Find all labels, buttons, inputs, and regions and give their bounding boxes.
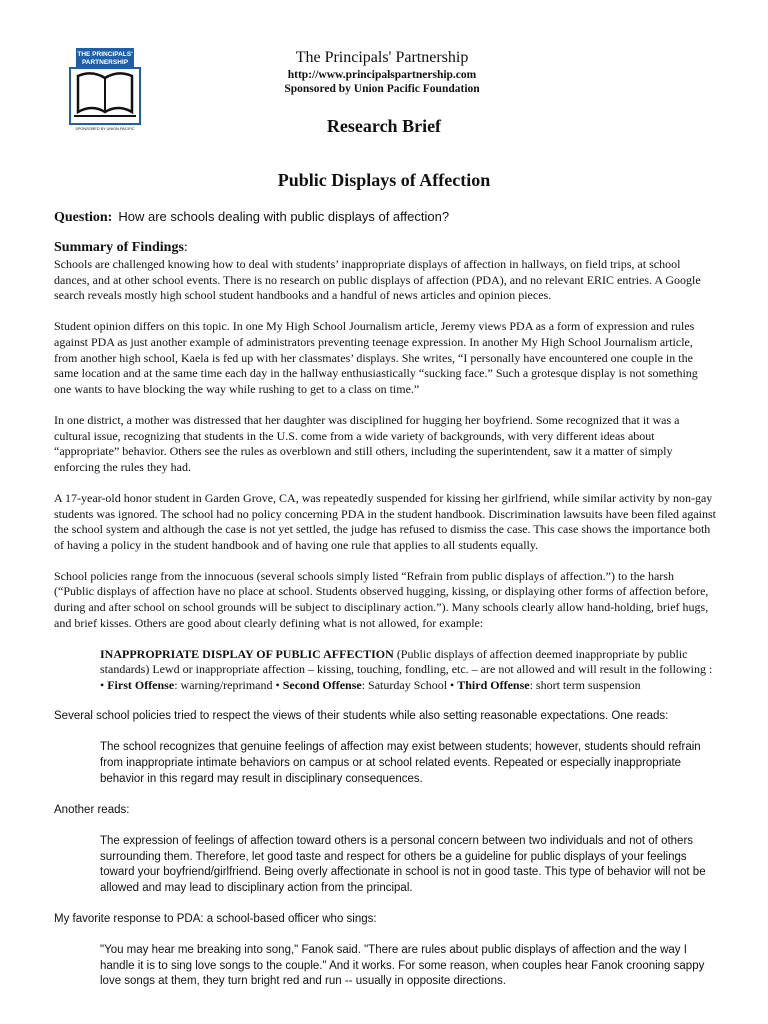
second-offense-text: : Saturday School •: [361, 678, 458, 693]
quote-genuine-feelings: The school recognizes that genuine feelings of affection may exist between students; however, students should refrain from inappropriate intimate behaviors on campus or at school related events. Repeated or especially inappropriate behavior in this regard may result in disciplinary consequences.: [100, 741, 701, 785]
logo-line2: PARTNERSHIP: [81, 59, 129, 66]
third-offense-text: : short term suspension: [529, 678, 641, 693]
summary-heading: [54, 240, 188, 256]
question-line: [54, 209, 449, 226]
policy-title: INAPPROPRIATE DISPLAY OF PUBLIC AFFECTION: [100, 646, 394, 661]
org-url[interactable]: http://www.principalspartnership.com: [287, 69, 477, 81]
paragraph-honor-student: A 17-year-old honor student in Garden Grove, CA, was repeatedly suspended for kissing her girlfriend, while similar activity by non-gay students was ignored. The school had no policy concerning PDA in the student handbook. Discrimination lawsuits have been filed against the school system and although the case is not yet settled, the judge has refused to dismiss the case. This case shows the importance both of having a policy in the student handbook and of having one rule that applies to all students equally.: [54, 490, 716, 552]
paragraph-intro: Schools are challenged knowing how to deal with students’ inappropriate displays of affection in hallways, on field trips, at school dances, and at other school events. There is no research on public displays of affection (PDA), and no relevant ERIC entries. A Google search reveals mostly high school student handbooks and a handful of news articles and opinion pieces.: [54, 257, 701, 303]
logo-sponsored: SPONSORED BY UNION PACIFIC: [75, 127, 135, 131]
policy-text: (Public displays of affection deemed inappropriate by public standards) Lewd or inappropriate affection – kissing, touching, fondling, etc. – are not allowed and will result in the following : •: [100, 646, 713, 693]
paragraph-favorite-response: My favorite response to PDA: a school-based officer who sings:: [54, 912, 377, 925]
policy-quote: [54, 647, 716, 694]
quote-fanok: "You may hear me breaking into song," Fanok said. "There are rules about public displays of affection and the way I handle it is to sing love songs to the couple." And it works. For some reason, when couples hear Fanok crooning sappy love songs at them, they turn bright red and run -- usually in opposite directions.: [100, 944, 705, 988]
first-offense-text: : warning/reprimand •: [174, 678, 283, 693]
org-name: The Principals' Partnership: [295, 49, 469, 66]
logo-line1: THE PRINCIPALS': [77, 51, 133, 58]
second-offense-label: Second Offense: [282, 678, 362, 693]
third-offense-label: Third Offense: [457, 678, 530, 693]
research-brief-heading: Research Brief: [326, 116, 442, 136]
question-label: Question:: [54, 210, 113, 225]
summary-heading-colon: :: [183, 240, 188, 255]
paragraph-student-opinion: Student opinion differs on this topic. In one My High School Journalism article, Jeremy views PDA as a form of expression and rules against PDA as just another example of administrators preventing teenage expression. In another My High School Journalism article, from another high school, Kaela is fed up with her classmates’ displays. She writes, “I personally have encountered one couple in the same location and at the same time each day in the hallway enthusiastically “sucking face.” Such a grotesque display is not something one wants to have blocking the way while rushing to get to a class on time.”: [54, 319, 698, 396]
summary-heading-text: Summary of Findings: [54, 240, 184, 255]
paragraph-district-mother: In one district, a mother was distressed that her daughter was disciplined for hugging her boyfriend. Some recognized that it was a cultural issue, recognizing that students in the U.S. come from a wide variety of backgrounds, with very different ideas about “appropriate” behavior. Others see the rules as overblown and still others, including the superintendent, saw it a matter of simply enforcing the rules they had.: [54, 412, 680, 474]
first-offense-label: First Offense: [107, 678, 175, 693]
paragraph-respect-views: Several school policies tried to respect the views of their students while also setting reasonable expectations. One reads:: [54, 710, 669, 723]
question-text: How are schools dealing with public displays of affection?: [118, 209, 450, 224]
quote-personal-concern: The expression of feelings of affection toward others is a personal concern between two individuals and not of others surrounding them. Therefore, let good taste and respect for others be a guideline for public displays of your feelings toward your boyfriend/girlfriend. Being overly affectionate in school is not in good taste. This type of behavior will not be allowed and may lead to disciplinary action from the principal.: [100, 834, 706, 894]
paragraph-another-reads: Another reads:: [54, 803, 130, 816]
sponsor-line: Sponsored by Union Pacific Foundation: [284, 83, 480, 95]
document-body: [54, 257, 716, 990]
paragraph-policies-range: School policies range from the innocuous (several schools simply listed “Refrain from public displays of affection.”) to the harsh (“Public displays of affection have no place at school. Students observed hugging, kissing, or displaying other forms of affection before, during and after school on school grounds will be subject to disciplinary action.”). Many schools clearly allow hand-holding, brief hugs, and brief kisses. Others are good about clearly defining what is not allowed, for example:: [54, 568, 709, 630]
page-title: Public Displays of Affection: [277, 170, 491, 190]
header: [190, 48, 574, 96]
